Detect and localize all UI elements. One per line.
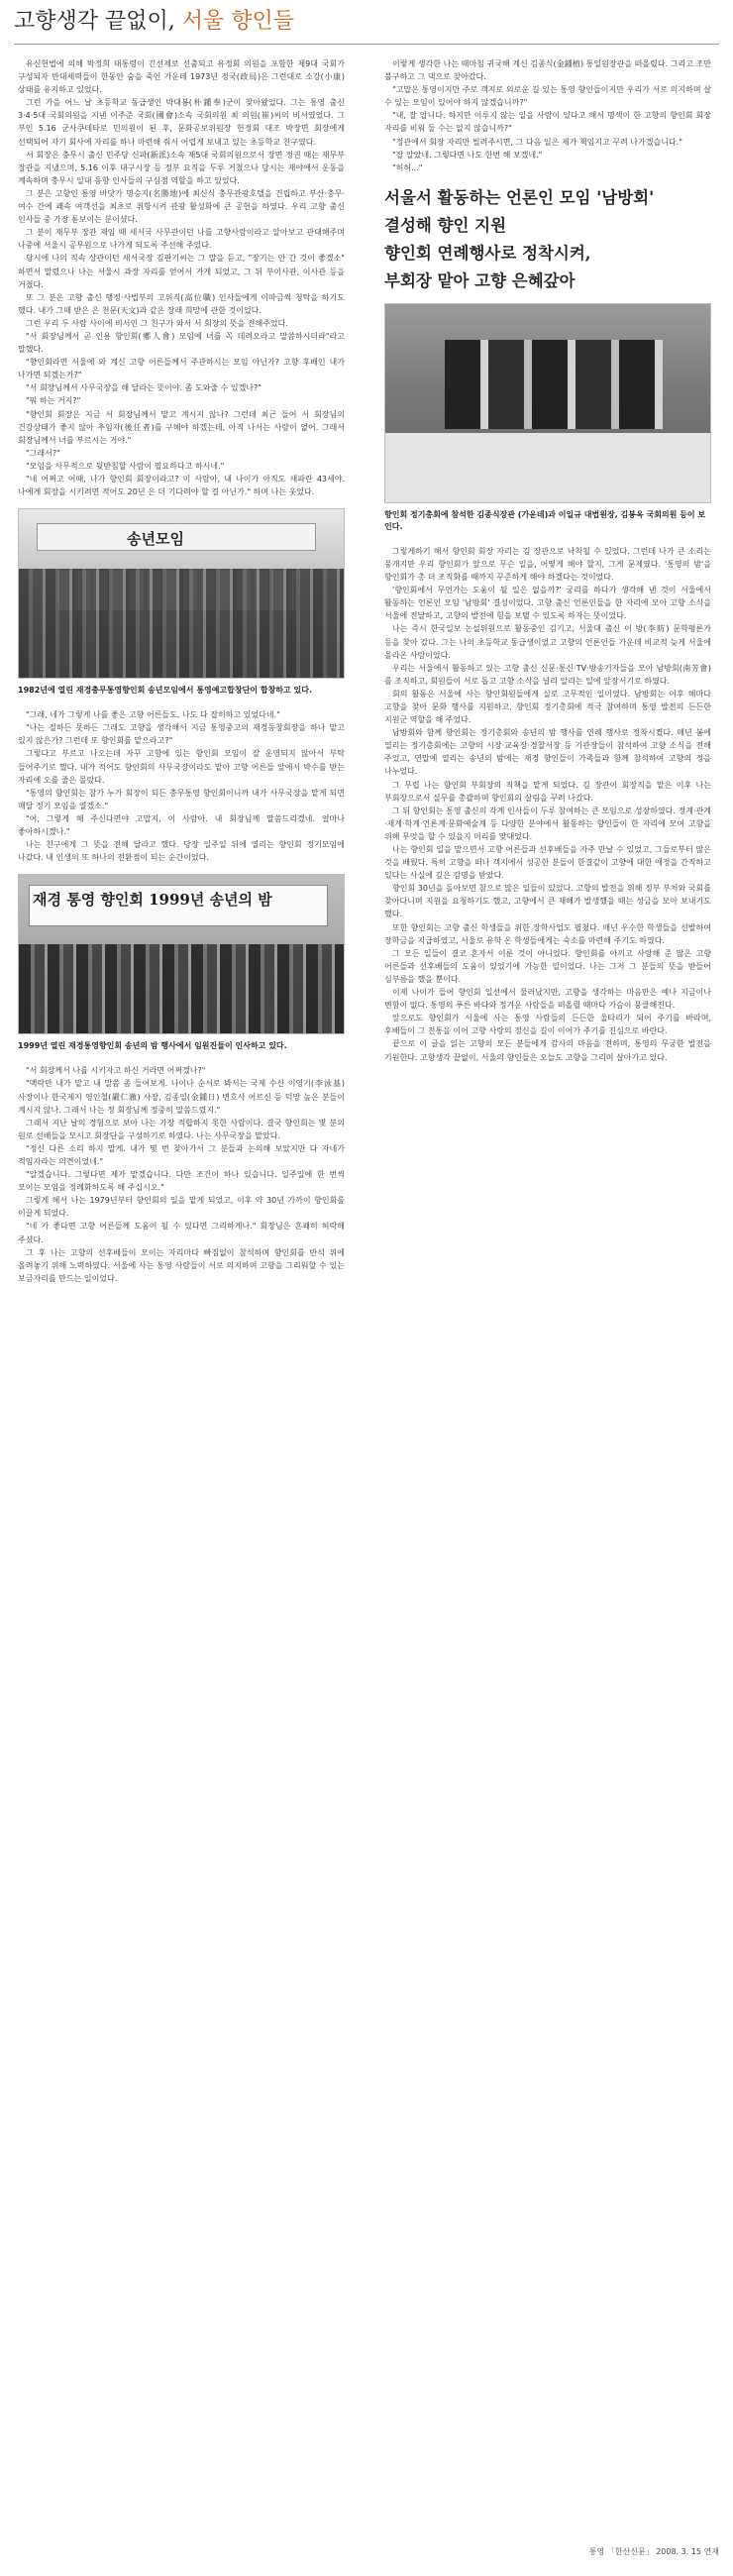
- section-heading: [384, 184, 711, 295]
- paragraph: "맥락만 내가 맡고 내 말씀 좀 들어보게. 나이나 순서로 봐서는 국제 수산 이영기(李泳基) 사장이나 한국제지 영인철(嚴仁澈) 사장, 김종일(金鍾日) 변호사 어르신 등 덕망 높은 분들이 계시지 않나. 그래서 나는 정 회장님께 정중히 말씀드렸지.": [18, 1079, 345, 1115]
- paragraph: 그 후 나는 고향의 선후배들이 모이는 자리마다 빠짐없이 참석하며 향인회를 반석 위에 올려놓기 위해 노력하였다. 서울에 사는 통영 사람들이 서로 의지하며 고향을 그리워할 수 있는 보금자리를 만드는 일이었다.: [18, 1247, 345, 1283]
- paragraph: "모임을 사무적으로 뒷받침할 사람이 필요하다고 하시네.": [26, 461, 225, 471]
- photo-caption: 향인회 정기총회에 참석한 김종식장관 (가운데)과 이일규 대법원장, 김봉옥 국회의원 등이 보인다.: [384, 509, 706, 531]
- paragraph: 향인회 30년을 돌아보면 참으로 많은 일들이 있었다. 고향의 발전을 위해 정부 부처와 국회를 찾아다니며 지원을 요청하기도 했고, 고향에서 큰 재해가 발생했을 때는 성금을 모아 보내기도 했다.: [384, 884, 711, 919]
- paragraph: 그 뒤 향인회는 통영 출신의 각계 인사들이 두루 참여하는 큰 모임으로 성장하였다. 정계·관계·재계·학계·언론계·문화예술계 등 다양한 분야에서 활동하는 향인들이 한 자리에 모여 고향을 위해 무엇을 할 수 있을지 머리를 맞대었다.: [384, 805, 711, 841]
- paragraph: 그래서 지난 날의 경험으로 보아 나는 가장 적합하지 못한 사람이다. 결국 향인회는 몇 분의 원로 선배들을 모시고 회장단을 구성하기로 하였다. 나는 사무국장을 맡았다.: [18, 1118, 345, 1140]
- title-accent: 서울 향인들: [181, 9, 295, 34]
- paragraph: 그 모든 일들이 결코 혼자서 이룬 것이 아니었다. 향인회를 아끼고 사랑해 준 많은 고향 어른들과 선후배들의 도움이 있었기에 가능한 일이었다. 나는 그저 그 분들의 뜻을 받들어 심부름을 했을 뿐이다.: [384, 948, 711, 984]
- paragraph: "정관에서 회장 자리만 빌려주시면, 그 다음 일은 제가 책임지고 꾸려 나가겠습니다.": [392, 137, 682, 147]
- paragraph: 서 회장은 충무시 출신 민주당 신파(新派)소속 제5대 국회의원으로서 장면 정권 때는 재무부 장관을 지냈으며, 5.16 이후 대구시장 등 정부 요직을 두루 거쳤으나 당시는 재야에서 운동을 계속하며 충무시 일대 동향 인사들의 구심점 역할을 하고 있었다.: [18, 150, 345, 185]
- title-prefix: 고향생각 끝없이,: [14, 9, 175, 34]
- paragraph: "네 어쩌고 어때, 나가 향인회 회장이라고? 이 사람아, 내 나이가 아직도 새파란 43세야. 나에게 회장을 시키려면 적어도 20년 은 더 기다려야 할 걸 아닌가." 하며 나는 웃었다.: [18, 475, 345, 497]
- paragraph: "내, 잘 압니다. 하지만 이루지 않는 일을 사람이 있다고 해서 명색이 한 고향의 향인회 회장 자리를 비워 둘 수는 없지 않습니까?": [384, 111, 711, 134]
- paragraph: 그렇다고 부르고 나오는데 자꾸 고향에 있는 향인회 모임이 잘 운영되지 않아서 부탁 들어주기로 했다. 내가 적어도 향인회의 사무국장이라도 맡아 고향 어른들 앞에서 박수를 받는 자리에 오를 줄은 몰랐다.: [18, 749, 345, 785]
- photo-1999-year-end-party: [18, 874, 345, 1034]
- paragraph: 나는 친구에게 그 뜻을 전해 달라고 했다. 당장 일주일 뒤에 열리는 향인회 정기모임에 나갔다. 내 인생의 또 하나의 전환점이 되는 순간이었다.: [18, 840, 345, 863]
- paragraph: 회의 활동은 서울에 사는 향인회원들에게 실로 고무적인 일이었다. 남방회는 이후 해마다 고향을 찾아 문화 행사를 지원하고, 향인회 정기총회에 적극 참여하며 통영 발전의 든든한 지원군 역할을 해 주었다.: [384, 689, 711, 725]
- paragraph: 당시에 나의 직속 상관이던 새서국장 김판기씨는 그 말을 듣고, "장기는 안 간 것이 좋겠소" 하면서 말렸으나 나는 서울시 과장 자리를 얻어서 가게 되었고, 그 뒤 부이사관, 이사관 등을 거쳤다.: [18, 254, 345, 289]
- header-rule: [14, 44, 719, 45]
- paragraph: "잘 알았네. 그렇다면 나도 한번 해 보겠네.": [392, 150, 543, 160]
- paragraph: 남방회와 함께 향인회는 정기총회와 송년의 밤 행사를 연례 행사로 정착시켰다. 매년 봄에 열리는 정기총회에는 고향의 시장·교육장·경찰서장 등 기관장들이 참석하여 고향 소식을 전해 주었고, 연말에 열리는 송년의 밤에는 재경 향인들이 가족들과 함께 참석하여 고향의 정을 나누었다.: [384, 728, 711, 777]
- paragraph: "서 회장님께서 곧 인용 향인회(鄕人會) 모임에 녀를 꼭 데려오라고 말씀하시더라"라고 말했다.: [18, 331, 345, 355]
- paragraph: 우리는 서울에서 활동하고 있는 고향 출신 신문·통신·TV·방송기자들을 모아 남방회(南芳會)를 조직하고, 회원들이 서로 돕고 고향 소식을 널리 알리는 일에 앞장서기로 하였다.: [384, 663, 711, 686]
- paragraph: 끝으로 이 글을 읽는 고향의 모든 분들에게 감사의 마음을 전하며, 통영의 무궁한 발전을 기원한다. 고향생각 끝없이, 서울의 향인들은 오늘도 고향을 그리며 살아가고 있다.: [384, 1039, 711, 1062]
- heading-line: 서울서 활동하는 언론인 모임 '남방회': [384, 187, 655, 207]
- paragraph: 이제 나이가 들어 향인회 일선에서 물러났지만, 고향을 생각하는 마음만은 예나 지금이나 변함이 없다. 통영의 푸른 바다와 정겨운 사람들을 떠올릴 때마다 가슴이 뭉클해진다.: [384, 988, 711, 1011]
- paragraph: 이렇게 생각한 나는 때마침 귀국해 계신 김종식(金鍾植) 통일원장관을 떠올렸다. 그리고 조만 불구하고 그 댁으로 찾아갔다.: [384, 59, 711, 82]
- paragraph: 그렇게하기 해서 향인회 회장 자리는 김 장관으로 낙착될 수 있었다. 그런데 나가 큰 소리는 뭉개지만 우리 향인회가 앞으로 무슨 일을, 어떻게 해야 할지, 그게 문제였다. '통영의 밤'을 향인회가 총 더 조직화를 때까지 꾸준하게 해야 하겠다는 것이었다.: [384, 546, 711, 583]
- paragraph: 그런 우리 두 사람 사이에 비서인 그 친구가 와서 서 회장의 뜻을 전해주었다.: [26, 318, 288, 328]
- paragraph: 그 분이 재무부 장관 재임 때 새서국 사무관이던 나를 고향사람이라고 알아보고 관대해주며 나중에 서울시 공무원으로 나가게 되도록 주선해 주었다.: [18, 228, 345, 251]
- paragraph: "허허...": [392, 162, 423, 172]
- left-text-block-2: [18, 708, 345, 864]
- left-text-block-3: [18, 1064, 345, 1285]
- photo-banner-text: 재경 통영 향인회 1999년 송년의 밤: [33, 891, 272, 910]
- paragraph: "향인회 회장은 지금 서 회장님께서 맡고 계시지 않나? 그런데 최근 들어 서 회장님의 건강상태가 좋지 않아 추임자(後任者)를 구해야 하겠는데, 아직 나서는 사람이 없어. 그래서 회장님께서 녀를 부르시는 거야.": [18, 409, 345, 445]
- left-text-block-1: [18, 57, 345, 498]
- heading-line: 결성해 향인 지원: [384, 215, 507, 235]
- paragraph: 유신헌법에 의해 박정희 대통령이 긴선제로 선출되고 유정회 의원을 포함한 제9대 국회가 구성되자 반대세력들이 한동안 숨을 죽인 가운데 1973년 정국(政局)은 그런대로 소강(小康)상태를 유지하고 있었다.: [18, 59, 345, 95]
- paragraph: "통영의 향인회는 참가 누가 회장이 되든 충무통영 향인회이니까 내가 사무국장을 맡게 되면 매달 정기 모임을 열겠소.": [18, 788, 345, 810]
- paragraph: '향인회에서 무언가는 도움이 될 일은 없을까?' 궁리를 하다가 생각해 낸 것이 서울에서 활동하는 언론인 모임 '남방회' 결성이었다. 고향 출신 언론인들을 한 자리에 모아 고향 소식을 서울에 전달하고, 고향의 발전에 힘을 보탤 수 있도록 하자는 뜻이었다.: [384, 586, 711, 621]
- paragraph: 그 무렵 나는 향인회 부회장의 직책을 맡게 되었다. 김 장관이 회장직을 맡은 이후 나는 부회장으로서 실무를 총괄하며 향인회의 살림을 꾸려 나갔다.: [384, 780, 711, 803]
- paragraph: 앞으로도 향인회가 서울에 사는 통영 사람들의 든든한 울타리가 되어 주기를 바라며, 후배들이 그 전통을 이어 고향 사랑의 정신을 길이 이어가 주기를 진심으로 바란다.: [384, 1014, 711, 1036]
- paragraph: "고맙은 통영이지만 주로 객지로 외로운 길 있는 통영 향인들이지만 우리가 서로 의지하며 살 수 있는 모임이 있어야 하지 않겠습니까?": [384, 85, 711, 108]
- paragraph: 또 그 분은 고향 출신 행정·사법부의 고위직(高位職) 인사들에게 이따금씩 청탁을 하기도 했다. 내가 그때 받은 은 천문(天文)과 같은 장래 희망에 관한 것이었다.: [18, 292, 345, 315]
- right-text-block-2: [384, 545, 711, 1064]
- paragraph: "정신 다른 소리 하지 말게. 내가 몇 번 찾아가서 그 분들과 논의해 보았지만 다 자네가 적임자라는 의견이었네.": [18, 1143, 345, 1166]
- photo-caption: 1999년 열린 재경통영향인회 송년의 밤 행사에서 임원진들이 인사하고 있다.: [18, 1041, 287, 1051]
- paragraph: "서 회장님께서 사무국장을 해 달라는 뜻이야. 좀 도와줄 수 있겠나?": [26, 383, 262, 393]
- paragraph: 나는 향인회 일을 맡으면서 고향 어른들과 선후배들을 자주 만날 수 있었고, 그들로부터 많은 것을 배웠다. 특히 고향을 떠나 객지에서 성공한 분들이 한결같이 고향에 대한 애정을 간직하고 있다는 사실에 깊은 감명을 받았다.: [384, 845, 711, 881]
- paragraph: "서 회장께서 나를 시키자고 하신 거라면 어쩌겠나?": [26, 1066, 206, 1076]
- photo-1982-year-end-party: [18, 508, 345, 679]
- right-text-block-1: [384, 57, 711, 174]
- left-column: [18, 57, 345, 1285]
- photo-caption: 1982년에 열린 재경충무통영향인회 송년모임에서 통영예고합창단이 합창하고 있다.: [18, 686, 313, 696]
- paragraph: "네 가 좋다면 고향 어른들께 도움이 될 수 있다면 그리하게나." 회장님은 흔쾌히 허락해 주셨다.: [18, 1222, 345, 1244]
- paragraph: 그렇게 해서 나는 1979년부터 향인회의 일을 맡게 되었고, 이후 약 30년 가까이 향인회를 이끌게 되었다.: [18, 1196, 345, 1219]
- photo-annual-meeting: [384, 303, 711, 503]
- paragraph: 그런 가을 어느 날 초등학교 동급생인 박대봉(朴鍾奉)군이 찾아왔었다. 그는 통영 출신 3·4·5대 국회의원을 지낸 이주준 국회(國會)소속 국회의원 최 의원(崔)씨의 비서였었다. 그 부인 5.16 군사쿠데타로 민의원이 된 후, 문화공보위원장 헌정회 대조 박장면 회장에게 선택되어 자기 회사에 자리를 하나 마련해 줘서 어렵게 보내고 있는 초등학교 친구였다.: [18, 98, 345, 147]
- paragraph: "그래, 네가 그렇게 나를 좋은 고향 어른들도, 나도 다 잡히하고 있었다네.": [26, 710, 280, 720]
- paragraph: "뭐 하는 거지?": [26, 396, 81, 406]
- paragraph: "알겠습니다. 그렇다면 제가 맡겠습니다. 다만 조건이 하나 있습니다. 일주일에 한 번씩 모이는 모임을 정례화하도록 해 주십시오.": [18, 1170, 345, 1193]
- heading-line: 향인회 연례행사로 정착시켜,: [384, 243, 591, 263]
- page-header: [14, 8, 719, 48]
- photo-banner: [37, 523, 316, 551]
- page-title: [14, 8, 719, 36]
- paragraph: "어, 그렇게 해 주신다면야 고맙지, 이 사람아. 내 회장님께 말씀드리겠네. 얼마나 좋아하시겠나.": [18, 813, 345, 837]
- paragraph: "나는 절하든 못하든 그래도 고향을 생각해서 지금 통영중고의 재경동창회장을 하나 맡고 있지 않은가? 그런데 또 향인회를 맡으라고?": [18, 723, 345, 746]
- paragraph: 나는 즉시 한국일보 논설위원으로 활동중인 김기고, 서울대 출신 이 방(李昉) 문학평론가 등을 찾아 갔다. 그는 나의 초등학교 동급생이었고 고향의 언론인들 가운데 비교적 늦게 서울에 올라온 사람이었다.: [384, 624, 711, 660]
- paragraph: 그 분은 고향인 통영 바닷가 명승지(名勝地)에 최신식 충무관광호텔을 건립하고 부산·충무·여수 간에 쾌속 여객선을 최초로 취항시켜 관광 활성화에 큰 공헌을 하였다. 우리 고향 출신 인사들 중 가장 돋보이는 분이셨다.: [18, 188, 345, 225]
- source-credit: 통영 「한산신문」 2008. 3. 15 연재: [588, 2547, 719, 2556]
- paragraph: "그래서?": [26, 448, 60, 458]
- heading-line: 부회장 맡아 고향 은혜갚아: [384, 270, 576, 290]
- paragraph: "향인회라면 서울에 와 계신 고향 어른들께서 주관하시는 모임 아닌가? 고향 후배인 내가 나가면 되겠는가?": [18, 358, 345, 380]
- paragraph: 또한 향인회는 고향 출신 학생들을 위한 장학사업도 펼쳤다. 매년 우수한 학생들을 선발하여 장학금을 지급하였고, 서울로 유학 온 학생들에게는 숙소를 마련해 주기도 하였다.: [384, 922, 711, 945]
- photo-banner-text: 송년모임: [127, 530, 184, 549]
- right-column: [384, 57, 711, 1064]
